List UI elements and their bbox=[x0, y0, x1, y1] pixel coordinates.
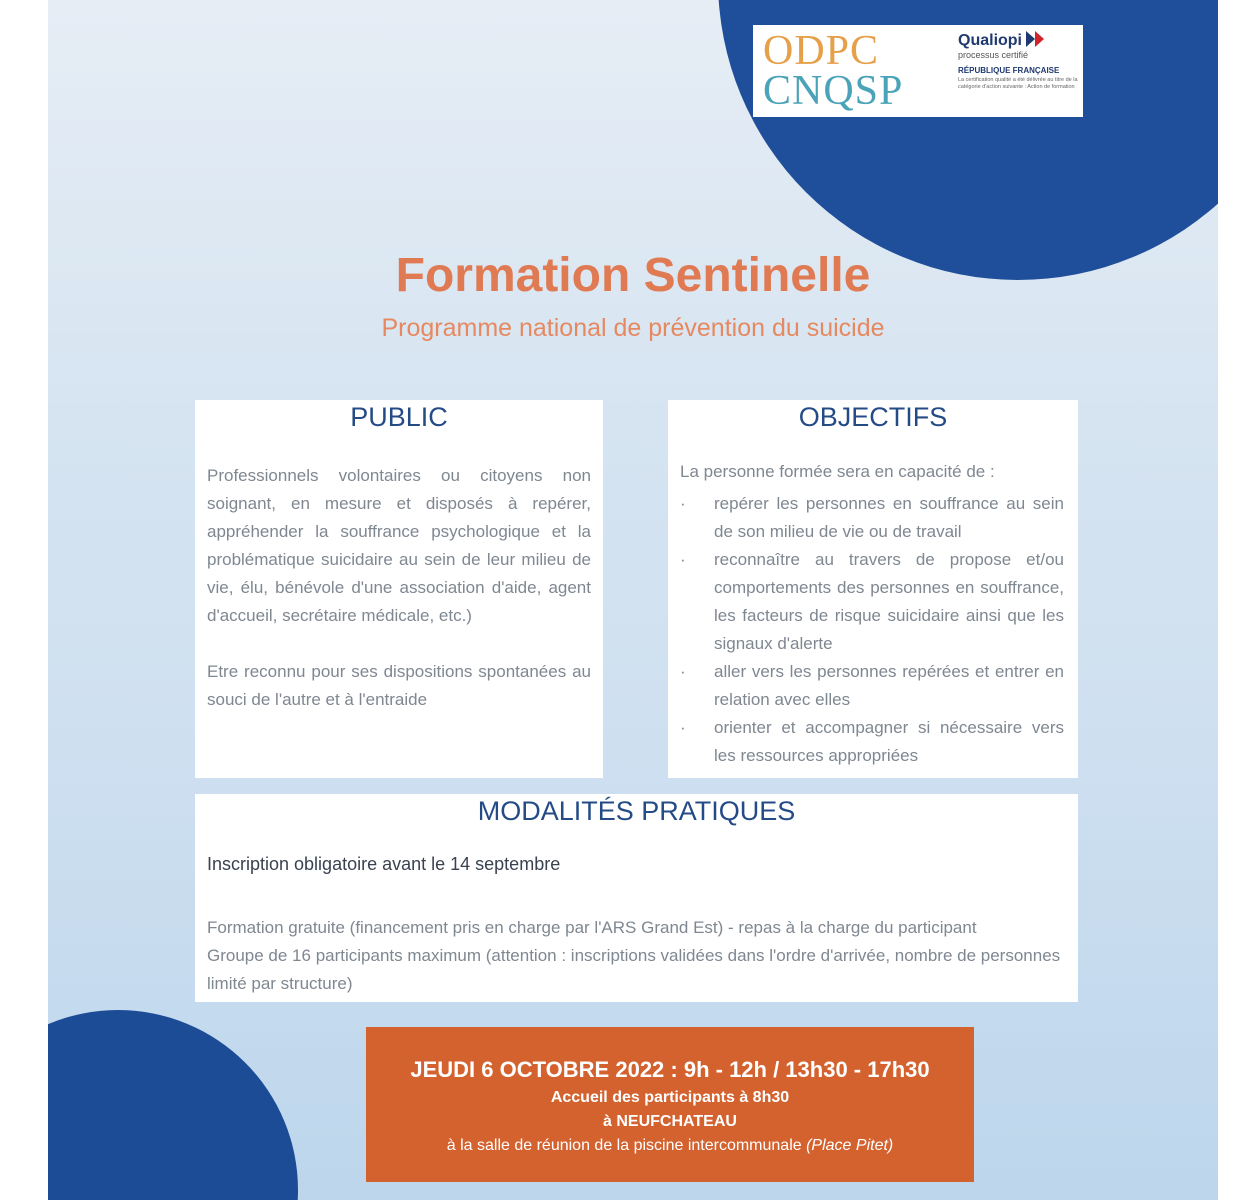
cnqsp-logo: CNQSP bbox=[763, 68, 904, 114]
objectif-item: · reconnaître au travers de propose et/ou comportements des personnes en souffrance, les facteurs de risque suicidaire ainsi que les signaux d'alerte bbox=[680, 546, 1064, 658]
decorative-circle-bottom-left bbox=[48, 1010, 298, 1200]
qualiopi-subtitle: processus certifié bbox=[958, 50, 1029, 60]
public-paragraph-1: Professionnels volontaires ou citoyens non soignant, en mesure et disposés à repérer, appréhender la souffrance psychologique et la problématique suicidaire au sein de leur milieu de vie, élu, bénévole d'une association d'aide, agent d'accueil, secrétaire médicale, etc.) bbox=[207, 466, 591, 625]
event-welcome: Accueil des participants à 8h30 bbox=[550, 1089, 790, 1106]
objectif-item: · aller vers les personnes repérées et entrer en relation avec elles bbox=[680, 658, 1064, 714]
objectifs-card bbox=[668, 400, 1078, 778]
poster bbox=[48, 0, 1218, 1200]
public-card bbox=[195, 400, 603, 778]
modalites-heading: MODALITÉS PRATIQUES bbox=[477, 796, 796, 826]
objectif-item: · orienter et accompagner si nécessaire vers les ressources appropriées bbox=[680, 714, 1064, 770]
republique-francaise-label: RÉPUBLIQUE FRANÇAISE bbox=[958, 66, 1060, 75]
registration-deadline: Inscription obligatoire avant le 14 septembre bbox=[207, 854, 561, 874]
modalites-line-2: Groupe de 16 participants maximum (attention : inscriptions validées dans l'ordre d'arrivée, nombre de personnes limité par structure) bbox=[207, 946, 1061, 993]
event-info-box bbox=[366, 1027, 974, 1182]
event-venue-name: à la salle de réunion de la piscine intercommunale bbox=[446, 1137, 802, 1154]
modalites-details bbox=[207, 914, 1067, 998]
objectifs-heading: OBJECTIFS bbox=[798, 402, 948, 432]
qualiopi-logo bbox=[958, 31, 1080, 91]
objectif-item: · repérer les personnes en souffrance au sein de son milieu de vie ou de travail bbox=[680, 490, 1064, 546]
public-paragraph-2: Etre reconnu pour ses dispositions spontanées au souci de l'autre et à l'entraide bbox=[207, 662, 591, 709]
objectifs-list bbox=[680, 490, 1064, 770]
page-subtitle: Programme national de prévention du suicide bbox=[381, 314, 885, 342]
public-heading: PUBLIC bbox=[350, 402, 448, 432]
qualiopi-arrow-red-icon bbox=[1035, 31, 1044, 47]
public-body bbox=[207, 462, 591, 714]
odpc-logo: ODPC bbox=[763, 28, 880, 74]
event-venue-detail: (Place Pitet) bbox=[806, 1137, 894, 1154]
logo-banner bbox=[753, 25, 1083, 117]
event-city: à NEUFCHATEAU bbox=[603, 1113, 737, 1130]
modalites-line-1: Formation gratuite (financement pris en charge par l'ARS Grand Est) - repas à la charge du participant bbox=[207, 918, 977, 937]
modalites-card bbox=[195, 794, 1078, 1002]
qualiopi-name: Qualiopi bbox=[958, 32, 1022, 49]
event-date-time: JEUDI 6 OCTOBRE 2022 : 9h - 12h / 13h30 - 17h30 bbox=[410, 1057, 930, 1082]
event-venue bbox=[366, 1137, 974, 1155]
qualiopi-arrow-icon bbox=[1026, 31, 1035, 47]
page-title: Formation Sentinelle bbox=[395, 249, 871, 302]
certification-text: La certification qualité a été délivrée au titre de la catégorie d'action suivante : Action de formation bbox=[958, 77, 1078, 90]
objectifs-intro: La personne formée sera en capacité de : bbox=[680, 462, 995, 481]
